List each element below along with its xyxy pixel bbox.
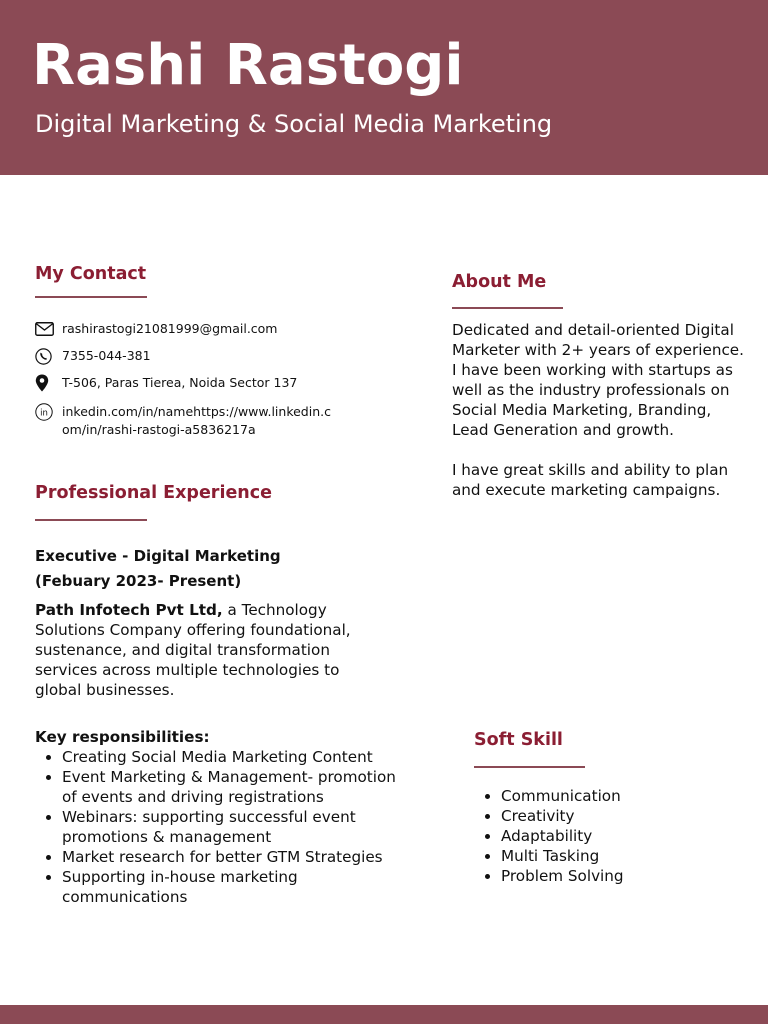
list-item: • Communication [501,786,761,806]
linkedin-icon [35,403,55,421]
location-pin-icon [35,374,55,392]
list-item: • Problem Solving [501,866,761,886]
list-item: • Multi Tasking [501,846,761,866]
about-paragraph-2: I have great skills and ability to plan and execute marketing campaigns. [452,461,729,499]
company-description [35,600,375,700]
contact-address-row [35,374,297,392]
list-item: • Creativity [501,806,761,826]
soft-skill-heading: Soft Skill [474,730,563,750]
contact-email-row [35,320,278,338]
soft-skill-heading-rule [474,766,585,768]
contact-phone[interactable]: 7355-044-381 [62,348,151,363]
experience-heading: Professional Experience [35,483,273,503]
candidate-name: Rashi Rastogi [32,33,464,98]
responsibilities-list [35,747,396,907]
contact-heading-rule [35,296,147,298]
list-item: • Market research for better GTM Strategies [62,847,396,867]
about-heading-rule [452,307,563,309]
about-heading: About Me [452,272,547,292]
contact-phone-row [35,347,151,365]
soft-skill-list [474,786,761,886]
candidate-title: Digital Marketing & Social Media Marketing [35,110,553,138]
contact-address: T-506, Paras Tierea, Noida Sector 137 [62,375,298,390]
about-paragraph-1: Dedicated and detail-oriented Digital Marketer with 2+ years of experience. I have been working with startups as well as the industry professionals on Social Media Marketing, Branding, Lead Generation and growth. [452,321,744,439]
footer-band [0,1005,768,1024]
contact-linkedin-row [35,403,332,439]
job-role: Executive - Digital Marketing [35,547,281,565]
job-period: (Febuary 2023- Present) [35,572,242,590]
list-item: • Webinars: supporting successful event promotions & management [62,807,396,847]
list-item: • Supporting in-house marketing communications [62,867,396,907]
header-band [0,0,768,175]
experience-heading-rule [35,519,147,521]
list-item: • Adaptability [501,826,761,846]
list-item: • Event Marketing & Management- promotion of events and driving registrations [62,767,396,807]
contact-linkedin[interactable]: inkedin.com/in/namehttps://www.linkedin.com/in/rashi-rastogi-a5836217a [62,404,331,437]
svg-text:in: in [40,408,48,419]
contact-heading: My Contact [35,264,147,284]
phone-icon [35,347,55,365]
company-summary: a Technology Solutions Company offering foundational, sustenance, and digital transformation services across multiple technologies to global businesses. [35,601,351,699]
contact-email[interactable]: rashirastogi21081999@gmail.com [62,321,278,336]
mail-icon [35,320,55,338]
company-name: Path Infotech Pvt Ltd, [35,601,223,619]
responsibilities-heading: Key responsibilities: [35,728,210,746]
list-item: • Creating Social Media Marketing Content [62,747,396,767]
